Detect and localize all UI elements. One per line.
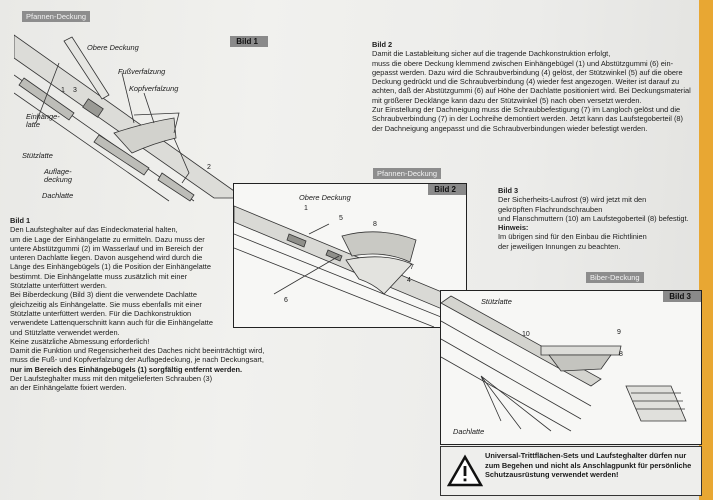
label-obere-deckung-2: Obere Deckung: [299, 193, 351, 202]
text-line: nur im Bereich des Einhängebügels (1) sorgfältig entfernt werden.: [10, 364, 243, 374]
part-number: 5: [339, 215, 343, 222]
text-line: Den Laufsteghalter auf das Eindeckmaterial halten,: [10, 225, 178, 235]
label-stuetzlatte: Stützlatte: [22, 151, 53, 160]
text-line: unteren Dachlatte liegen. Davon ausgehend wird durch die: [10, 253, 203, 263]
warning-text: [485, 451, 695, 480]
text-line: der Dachneigung angepasst und die Schraubverbindungen wieder befestigt werden.: [372, 123, 648, 133]
part-number: 2: [207, 164, 211, 171]
heading-bild1: Bild 1: [10, 216, 31, 225]
section-tag-biber: Biber-Deckung: [586, 272, 644, 283]
text-line: bestimmt. Die Einhängelatte muss zusätzlich mit einer: [10, 271, 188, 281]
text-line: mit größerer Decklänge kann dazu der Stützwinkel (5) nach oben versetzt werden.: [372, 95, 642, 105]
figure-bild3: [440, 290, 702, 445]
roof-diagram-3: [441, 291, 701, 444]
text-line: muss die Fuß- und Kopfverfalzung der Auflagedeckung, je nach Deckungsart,: [10, 355, 264, 365]
warning-box: [440, 446, 702, 496]
text-line: gekröpften Flachrundschrauben: [498, 204, 603, 214]
text-line: Stützlatte unterfüttert werden.: [10, 281, 107, 291]
figure-bild1: [14, 23, 268, 206]
text-line: Bei Biberdeckung (Bild 3) dient die verwendete Dachlatte: [10, 290, 197, 300]
heading-bild2: Bild 2: [372, 40, 393, 49]
text-line: gleichzeitig als Einhängelatte. Sie muss ebenfalls mit einer: [10, 299, 202, 309]
text-block-bild3: [498, 186, 703, 251]
text-line: Zur Einstellung der Dachneigung muss die Schraubbefestigung (7) im Langloch gelöst und die: [372, 105, 681, 115]
part-number: 8: [619, 351, 623, 358]
text-line: Damit die Funktion und Regensicherheit des Daches nicht beeinträchtigt wird,: [10, 346, 265, 356]
part-number: 3: [73, 87, 77, 94]
warning-line: Universal-Trittflächen-Sets und Laufsteghalter dürfen nur: [485, 451, 687, 460]
text-line: und Flanschmuttern (10) am Laufstegoberteil (8) befestigt.: [498, 213, 689, 223]
heading-bild3: Bild 3: [498, 186, 519, 195]
label-auflagedeckung: Auflage- deckung: [44, 167, 72, 184]
label-stuetzlatte-3: Stützlatte: [481, 297, 512, 306]
label-einhaengelatte: Einhänge- latte: [26, 112, 60, 129]
text-line: und Stützlatte verwendet werden.: [10, 327, 120, 337]
text-line: Länge des Einhängebügels (1) die Position der Einhängelatte: [10, 262, 211, 272]
text-line: um die Lage der Einhängelatte zu ermitteln. Dazu muss der: [10, 234, 205, 244]
part-number: 1: [61, 87, 65, 94]
text-block-bild2: [372, 40, 697, 133]
text-line: Deckung gedrückt und die Schraubverbindung (4) wieder fest angezogen. Weiter ist darauf zu: [372, 77, 680, 87]
text-line: Der Sicherheits-Laufrost (9) wird jetzt mit den: [498, 195, 647, 205]
warning-line: Schutzausrüstung verwendet werden!: [485, 470, 619, 479]
label-fussverfalzung: Fußverfalzung: [118, 67, 166, 76]
text-line: Damit die Lastableitung sicher auf die tragende Dachkonstruktion erfolgt,: [372, 49, 611, 59]
text-line: gepasst werden. Dazu wird die Schraubverbindung (4) gelöst, der Stützwinkel (5) auf die obere: [372, 67, 683, 77]
part-number: 8: [373, 221, 377, 228]
label-obere-deckung: Obere Deckung: [87, 43, 139, 52]
text-line: an der Einhängelatte fixiert werden.: [10, 383, 127, 393]
text-block-bild1: [10, 216, 335, 393]
section-tag-pfannen-top: Pfannen-Deckung: [22, 11, 90, 22]
part-number: 10: [522, 331, 530, 338]
label-kopfverfalzung: Kopfverfalzung: [129, 84, 179, 93]
text-line: Keine zusätzliche Abmessung erforderlich!: [10, 336, 150, 346]
part-number: 1: [304, 205, 308, 212]
figure-title-bild2: Bild 2: [428, 184, 466, 195]
text-line: Im übrigen sind für den Einbau die Richtlinien: [498, 232, 647, 242]
figure-title-bild3: Bild 3: [663, 291, 701, 302]
warning-triangle-icon: [447, 454, 483, 488]
text-line: verwendete Lattenquerschnitt kann auch für die Einhängelatte: [10, 318, 213, 328]
part-number: 6: [284, 297, 288, 304]
text-line: der jeweiligen Innungen zu beachten.: [498, 241, 621, 251]
text-line: muss die obere Deckung klemmend zwischen Einhängebügel (1) und Abstützgummi (6) ein-: [372, 58, 674, 68]
label-dachlatte: Dachlatte: [42, 191, 74, 200]
text-line: achten, daß der Abstützgummi (6) auf Höhe der Dachlatte positioniert wird. Bei Deckungsmaterial: [372, 86, 691, 96]
section-tag-pfannen-mid: Pfannen-Deckung: [373, 168, 441, 179]
part-number: 7: [410, 264, 414, 271]
label-dachlatte-3: Dachlatte: [453, 427, 485, 436]
hinweis-label: Hinweis:: [498, 223, 529, 233]
figure-title-bild1: Bild 1: [230, 36, 268, 47]
text-line: Schraubverbindung (7) in der Lochreihe demontiert werden. Jetzt kann das Laufstegoberteil (8): [372, 114, 683, 124]
part-number: 4: [407, 277, 411, 284]
part-number: 9: [617, 329, 621, 336]
warning-line: zum Begehen und nicht als Anschlagpunkt für persönliche: [485, 460, 692, 470]
text-line: untere Abstützgummi (2) im Wasserlauf und im Bereich der: [10, 243, 204, 253]
text-line: Der Laufsteghalter muss mit den mitgelieferten Schrauben (3): [10, 374, 213, 384]
text-line: Stützlatte unterfüttert werden. Für die Dachkonstruktion: [10, 308, 192, 318]
